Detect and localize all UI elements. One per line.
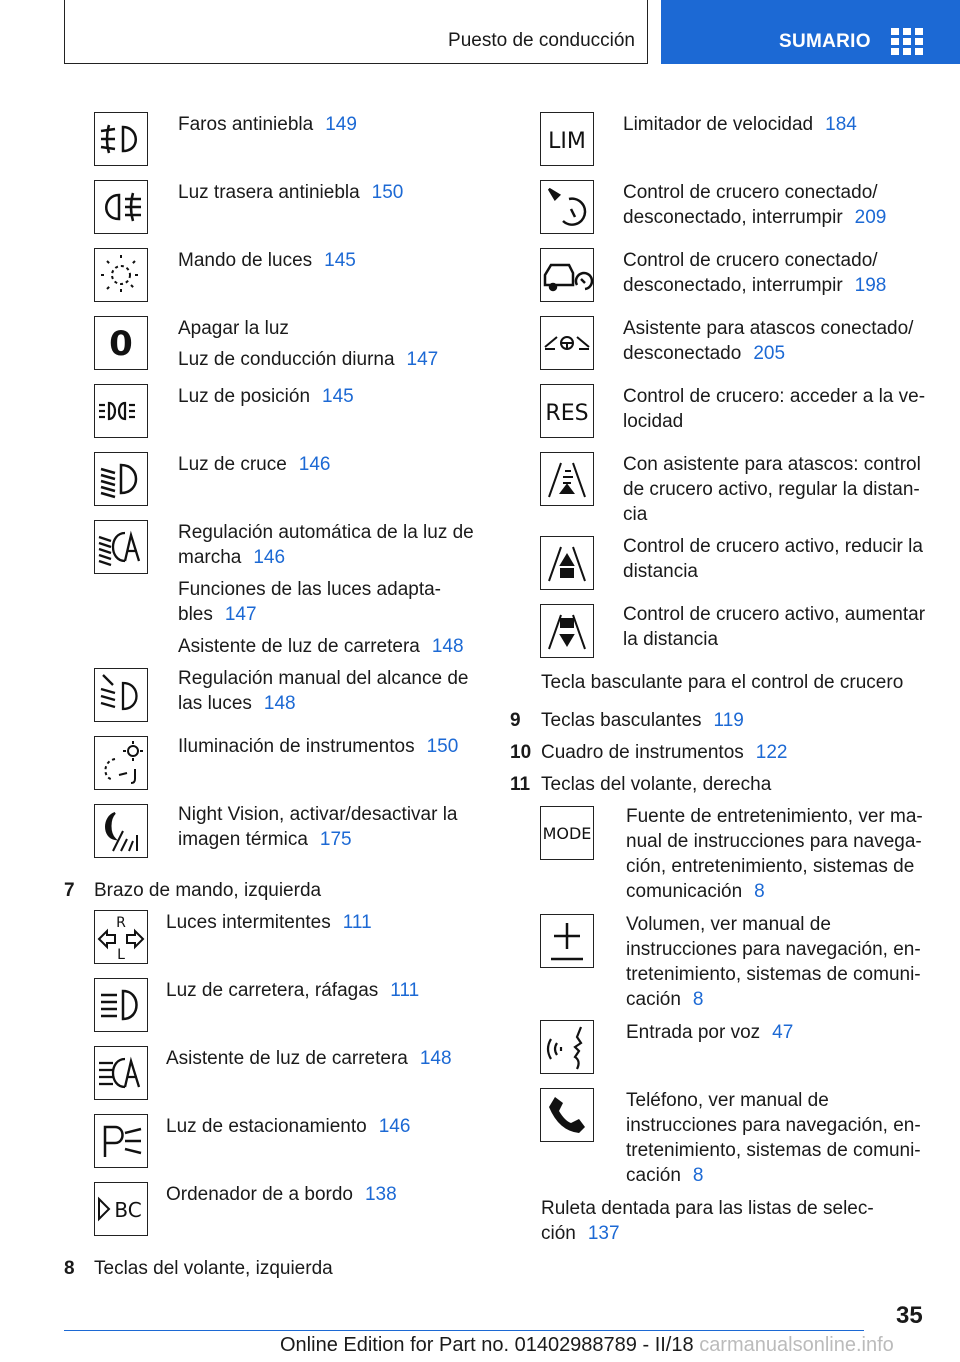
auto-headlight-icon [94,520,148,574]
svg-text:MODE: MODE [542,824,592,843]
light-switch-icon [94,248,148,302]
low-beam-icon [94,452,148,506]
thumbwheel-caption: Ruleta dentada para las listas de selec- ción 137 [541,1198,874,1244]
header-section-box [64,0,648,64]
entry-speed-limiter: Limitador de velocidad 184 [623,114,857,135]
entry-traffic-jam-assistant: Asistente para atascos conectado/ desconectado 205 [623,318,914,364]
page-ref-link[interactable]: 150 [371,182,404,203]
instrument-lighting-icon [94,736,148,790]
page-ref-link[interactable]: 209 [854,207,887,228]
entry-cruise-control: Control de crucero conectado/ desconectado, interrumpir 209 [623,182,887,228]
entry-distance-decrease: Control de crucero activo, reducir la distancia [623,536,923,582]
mode-button-icon [540,806,594,860]
rear-fog-light-icon [94,180,148,234]
entry-low-beam: Luz de cruce 146 [178,454,331,475]
phone-icon [540,1088,594,1142]
headlight-range-icon [94,668,148,722]
page-ref-link[interactable]: 146 [298,454,331,475]
distance-increase-icon [540,604,594,658]
watermark-site: carmanualsonline.info [699,1334,894,1356]
distance-control-icon [540,452,594,506]
page-ref-link[interactable]: 205 [753,343,786,364]
svg-text:L: L [117,947,125,963]
svg-text:0: 0 [109,324,133,364]
entry-front-fog: Faros antiniebla 149 [178,114,357,135]
entry-distance-control: Con asistente para atascos: control de crucero activo, regular la distan- cia [623,454,921,525]
item-7-lever-left: 7 Brazo de mando, izquierda [64,880,322,901]
page-ref-link[interactable]: 148 [263,693,296,714]
night-vision-icon [94,804,148,858]
entry-night-vision: Night Vision, activar/desactivar la imagen térmica 175 [178,804,458,850]
page-ref-link[interactable]: 122 [755,742,788,763]
entry-rear-fog: Luz trasera antiniebla 150 [178,182,404,203]
svg-text:LIM: LIM [548,129,586,154]
page-ref-link[interactable]: 175 [319,829,352,850]
parking-light-icon [94,1114,148,1168]
toc-label: SUMARIO [779,31,871,52]
page-ref-link[interactable]: 184 [825,114,857,135]
page-number: 35 [896,1302,923,1329]
page-ref-link[interactable]: 111 [342,912,372,933]
entry-turn-signal: Luces intermitentes 111 [166,912,372,933]
entry-onboard-computer: Ordenador de a bordo 138 [166,1184,397,1205]
entry-headlight-range: Regulación manual del alcance de las luces 148 [178,668,469,714]
grid-icon [891,28,923,56]
traffic-jam-assistant-icon [540,316,594,370]
entry-voice-input: Entrada por voz 47 [626,1022,794,1043]
turn-signal-icon [94,910,148,964]
entry-high-beam: Luz de carretera, ráfagas 111 [166,980,420,1001]
onboard-computer-icon [94,1182,148,1236]
page-ref-link[interactable]: 8 [692,1165,704,1186]
page-ref-link[interactable]: 47 [772,1022,794,1043]
item-9-rocker-keys: 9 Teclas basculantes 119 [510,710,744,731]
page-ref-link[interactable]: 146 [378,1116,411,1137]
item-8-steering-left: 8 Teclas del volante, izquierda [64,1258,333,1279]
entry-high-beam-assistant: Asistente de luz de carretera 148 [166,1048,452,1069]
page-ref-link[interactable]: 147 [406,349,439,370]
page-ref-link[interactable]: 148 [419,1048,452,1069]
section-title: Puesto de conducción [448,30,635,51]
distance-decrease-icon [540,536,594,590]
toc-button[interactable] [661,0,960,64]
high-beam-assistant-icon [94,1046,148,1100]
entry-parking-light: Luz de estacionamiento 146 [166,1116,411,1137]
footer-divider [64,1330,864,1331]
page-ref-link[interactable]: 145 [322,386,354,407]
volume-icon [540,914,594,968]
entry-light-switch: Mando de luces 145 [178,250,356,271]
page-ref-link[interactable]: 149 [325,114,357,135]
item-11-steering-right: 11 Teclas del volante, derecha [510,774,772,795]
page-ref-link[interactable]: 8 [692,989,704,1010]
page-ref-link[interactable]: 137 [587,1223,620,1244]
page-ref-link[interactable]: 145 [324,250,356,271]
entry-entertainment-source: Fuente de entretenimiento, ver ma- nual de instrucciones para navega- ción, entretenimiento, sistemas de comunicación 8 [626,806,923,902]
page-ref-link[interactable]: 146 [253,547,286,568]
page-ref-link[interactable]: 138 [364,1184,397,1205]
page-ref-link[interactable]: 8 [754,881,765,902]
lights-off-icon [94,316,148,370]
entry-distance-increase: Control de crucero activo, aumentar la distancia [623,604,926,650]
page-ref-link[interactable]: 150 [426,736,459,757]
entry-resume-speed: Control de crucero: acceder a la ve- locidad [623,386,926,432]
entry-volume: Volumen, ver manual de instrucciones para navegación, en- tretenimiento, sistemas de comuni- cación 8 [626,914,921,1010]
active-cruise-icon [540,248,594,302]
entry-phone: Teléfono, ver manual de instrucciones para navegación, en- tretenimiento, sistemas de comuni- cación 8 [626,1090,921,1186]
entry-lights-off: Apagar la luz Luz de conducción diurna 147 [178,318,439,370]
resume-speed-icon [540,384,594,438]
entry-auto-headlight: Regulación automática de la luz de marcha 146 Funciones de las luces adapta- bles 147 Asistente de luz de carretera 148 [178,522,474,657]
entry-active-cruise: Control de crucero conectado/ desconectado, interrumpir 198 [623,250,887,296]
speed-limiter-icon [540,112,594,166]
high-beam-icon [94,978,148,1032]
page-ref-link[interactable]: 198 [854,275,887,296]
side-light-icon [94,384,148,438]
page-ref-link[interactable]: 148 [431,636,464,657]
rocker-switch-caption: Tecla basculante para el control de crucero [541,672,904,693]
svg-text:BC: BC [114,1198,142,1222]
voice-input-icon [540,1020,594,1074]
entry-instrument-lighting: Iluminación de instrumentos 150 [178,736,459,757]
item-10-instrument-cluster: 10 Cuadro de instrumentos 122 [510,742,788,763]
entry-side-light: Luz de posición 145 [178,386,354,407]
page-ref-link[interactable]: 119 [713,710,744,731]
svg-text:RES: RES [545,401,589,426]
front-fog-light-icon [94,112,148,166]
page-ref-link[interactable]: 111 [390,980,420,1001]
cruise-control-icon [540,180,594,234]
edition-note: Online Edition for Part no. 01402988789 - II/18 carmanualsonline.info [280,1334,894,1356]
page-ref-link[interactable]: 147 [224,604,257,625]
svg-text:R: R [116,915,126,931]
